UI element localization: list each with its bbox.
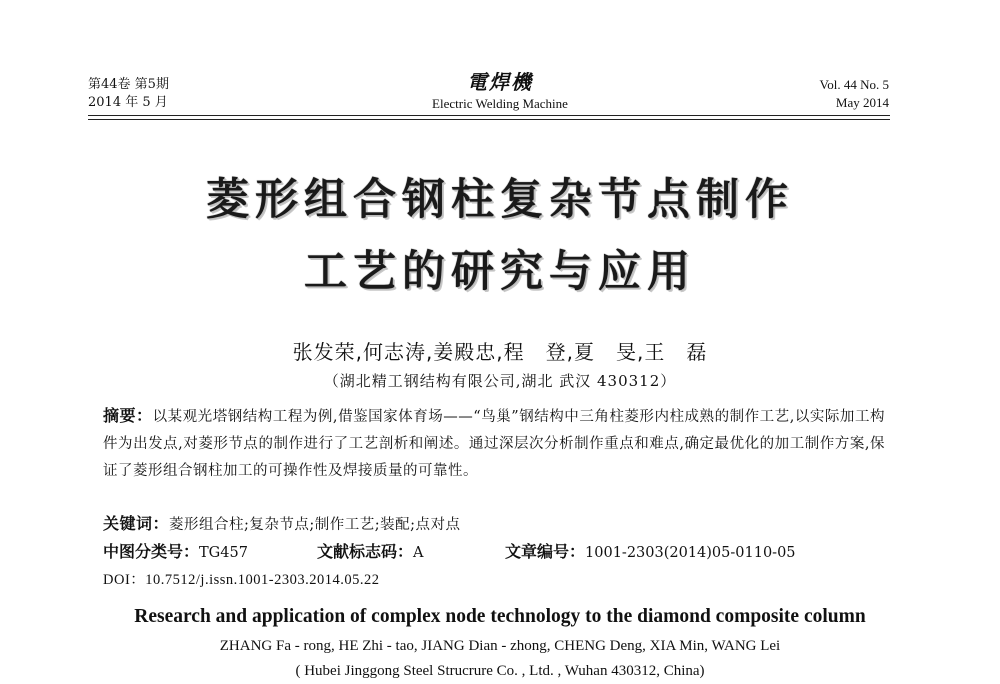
article-value: 1001-2303(2014)05-0110-05: [585, 545, 796, 561]
abstract: [103, 402, 885, 485]
abstract-text: 以某观光塔钢结构工程为例,借鉴国家体育场——“鸟巢”钢结构中三角柱菱形内柱成熟的制作工艺,以实际加工构件为出发点,对菱形节点的制作进行了工艺剖析和阐述。通过深层次分析制作重点和难点,确定最优化的加工制作方案,保证了菱形组合钢柱加工的可操作性及焊接质量的可靠性。: [103, 409, 885, 479]
author-affiliation: （湖北精工钢结构有限公司,湖北 武汉 430312）: [323, 372, 677, 390]
clc-label: 中图分类号：: [103, 542, 200, 561]
english-authors: ZHANG Fa - rong, HE Zhi - tao, JIANG Dian - zhong, CHENG Deng, XIA Min, WANG Lei: [219, 638, 781, 654]
article-number: [505, 541, 796, 564]
issue-date: 2014 年 5 月: [88, 95, 168, 110]
clc-code: [103, 541, 248, 564]
english-title: Research and application of complex node technology to the diamond composite column: [134, 606, 866, 627]
doc-label: 文献标志码：: [317, 542, 414, 561]
volume-issue-en: Vol. 44 No. 5: [819, 77, 889, 92]
volume-issue: 第44卷 第5期: [88, 77, 169, 92]
document-code: [317, 541, 424, 564]
journal-logo: 電焊機: [467, 70, 533, 94]
keywords-text: 菱形组合柱;复杂节点;制作工艺;装配;点对点: [169, 517, 461, 533]
paper-title-line-2: 工艺的研究与应用: [304, 247, 696, 297]
doi[interactable]: DOI：10.7512/j.issn.1001-2303.2014.05.22: [103, 572, 380, 588]
keywords-label: 关键词：: [103, 514, 170, 533]
journal-name-en: Electric Welding Machine: [432, 96, 568, 111]
doc-value: A: [413, 545, 424, 561]
english-affiliation: ( Hubei Jinggong Steel Strucrure Co. , Ltd. , Wuhan 430312, China): [295, 663, 705, 679]
abstract-label: 摘要：: [103, 406, 153, 425]
author-list: 张发荣,何志涛,姜殿忠,程 登,夏 旻,王 磊: [292, 340, 708, 364]
article-label: 文章编号：: [505, 542, 586, 561]
header-rule-thin: [88, 119, 890, 120]
keywords: [103, 513, 461, 536]
header-rule-thick: [88, 115, 890, 116]
issue-date-en: May 2014: [835, 95, 889, 110]
issue-info-en: [820, 76, 889, 112]
paper-title-line-1: 菱形组合钢柱复杂节点制作: [206, 175, 794, 225]
clc-value: TG457: [199, 545, 248, 561]
